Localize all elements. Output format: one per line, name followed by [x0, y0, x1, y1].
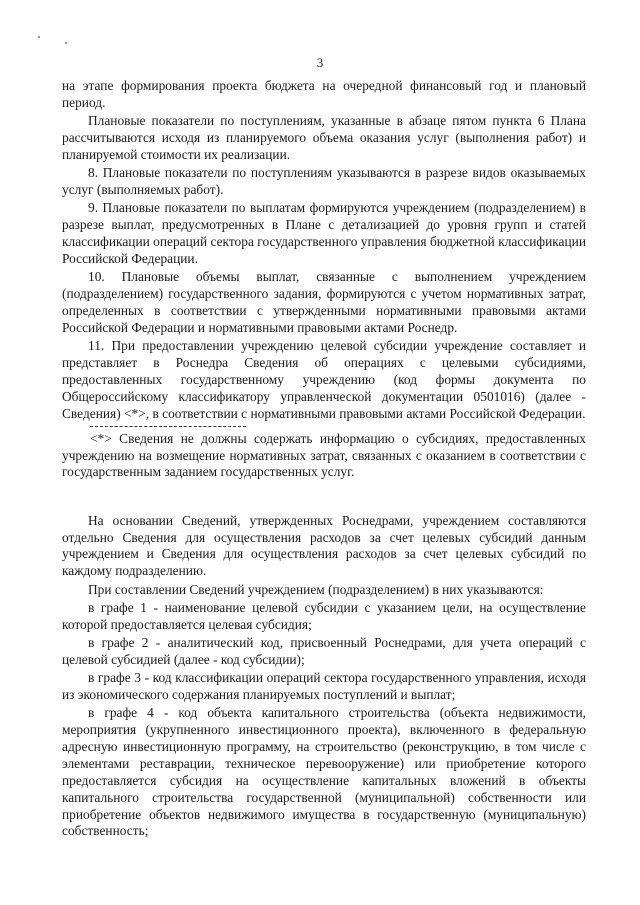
paragraph-compilation: При составлении Сведений учреждением (подразделением) в них указываются:	[88, 581, 544, 597]
paragraph-column-3: в графе 3 - код классификации операций сектора государственного управления, исходя из экономического содержания планируемых поступлений и выплат;	[62, 669, 586, 702]
spacer	[62, 483, 586, 513]
page-number: 3	[316, 55, 324, 70]
paragraph-continuation: на этапе формирования проекта бюджета на очередной финансовый год и плановый период.	[62, 78, 586, 110]
scan-speck	[38, 36, 40, 38]
scan-speck	[65, 42, 67, 44]
footnote: <*> Сведения не должны содержать информацию о субсидиях, предоставленных учреждению на возмещение нормативных затрат, связанных с оказанием в соответствии с государственным заданием государственных услуг.	[62, 430, 586, 480]
paragraph-basis: На основании Сведений, утвержденных Роснедрами, учреждением составляются отдельно Сведения для осуществления расходов за счет целевых субсидий данным учреждением и Сведения для осуществления расходов за счет целевых субсидий по каждому подразделению.	[62, 512, 586, 579]
paragraph-item-9: 9. Плановые показатели по выплатам формируются учреждением (подразделением) в разрезе выплат, предусмотренных в Плане с детализацией до уровня групп и статей классификации операций сектора государственного управления бюджетной классификации Российской Федерации.	[62, 200, 586, 266]
paragraph-column-4: в графе 4 - код объекта капитального строительства (объекта недвижимости, мероприятия (укрупненного инвестиционного проекта), включенного в федеральную адресную инвестиционную программу, на строительство (реконструкцию, в том числе с элементами реставрации, техническое перевооружение) или приобретение которого предоставляется субсидия на осуществление капитальных вложений в объекты капитального строительства государственной (муниципальной) собственности или приобретение объектов недвижимого имущества в государственную (муниципальную) собственность;	[62, 705, 586, 839]
document-body	[62, 78, 586, 842]
paragraph-column-2: в графе 2 - аналитический код, присвоенный Роснедрами, для учета операций с целевой субсидией (далее - код субсидии);	[62, 634, 586, 667]
paragraph-item-10: 10. Плановые объемы выплат, связанные с выполнением учреждением (подразделением) государственного задания, формируются с учетом нормативных затрат, определенных в соответствии с утвержденными нормативными правовыми актами Российской Федерации и нормативными правовыми актами Роснедр.	[62, 269, 586, 335]
paragraph-revenue-indicators: Плановые показатели по поступлениям, указанные в абзаце пятом пункта 6 Плана рассчитываются исходя из планируемого объема оказания услуг (выполнения работ) и планируемой стоимости их реализации.	[62, 113, 586, 162]
paragraph-item-11: 11. При предоставлении учреждению целевой субсидии учреждение составляет и представляет в Роснедра Сведения об операциях с целевыми субсидиями, предоставленных государственному учреждению (код формы документа по Общероссийскому классификатору управленческой документации 0501016) (далее - Сведения) <*>, в соответствии с нормативными правовыми актами Российской Федерации.	[62, 338, 586, 421]
paragraph-item-8: 8. Плановые показатели по поступлениям указываются в разрезе видов оказываемых услуг (выполняемых работ).	[62, 165, 586, 198]
paragraph-column-1: в графе 1 - наименование целевой субсидии с указанием цели, на осуществление которой предоставляется целевая субсидия;	[62, 599, 586, 632]
